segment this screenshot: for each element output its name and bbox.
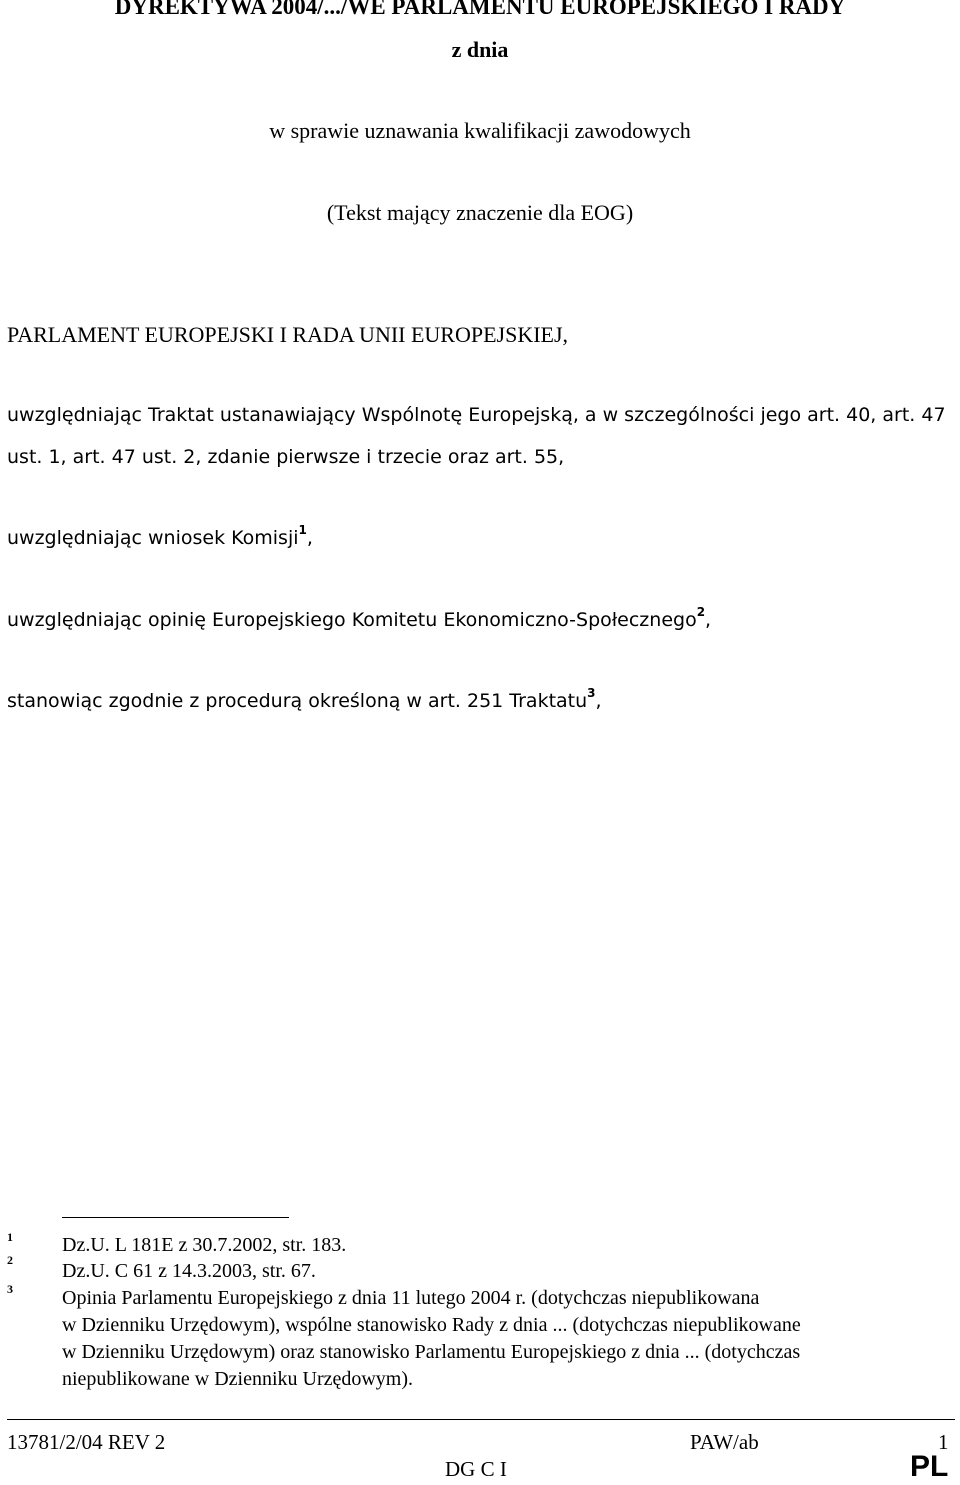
recital-procedure-end: ,	[595, 690, 602, 712]
recital-procedure	[7, 686, 602, 712]
footer-dg: DG C I	[445, 1457, 507, 1481]
footnote-ref-3[interactable]: 3	[587, 686, 596, 700]
document-title: DYREKTYWA 2004/.../WE PARLAMENTU EUROPEJSKIEGO I RADY	[114, 0, 846, 19]
footer-language: PL	[910, 1450, 949, 1483]
recital-commission-text: uwzględniając wniosek Komisji	[7, 527, 299, 549]
footnote-ref-2[interactable]: 2	[696, 605, 706, 619]
footer-initials: PAW/ab	[690, 1430, 759, 1454]
footnote-text-3-line3: w Dzienniku Urzędowym) oraz stanowisko Parlamentu Europejskiego z dnia ... (dotychczas	[62, 1341, 801, 1363]
footnote-text-2: Dz.U. C 61 z 14.3.2003, str. 67.	[62, 1260, 316, 1282]
footnote-number-1: 1	[7, 1230, 13, 1244]
authors-line: PARLAMENT EUROPEJSKI I RADA UNII EUROPEJSKIEJ,	[7, 322, 569, 347]
eea-note: (Tekst mający znaczenie dla EOG)	[326, 200, 634, 225]
recital-esc-text: uwzględniając opinię Europejskiego Komitetu Ekonomiczno-Społecznego	[7, 609, 697, 631]
footnote-text-3-line2: w Dzienniku Urzędowym), wspólne stanowisko Rady z dnia ... (dotychczas niepublikowane	[62, 1314, 801, 1336]
footnote-ref-1[interactable]: 1	[298, 523, 307, 537]
footnote-text-3-line1: Opinia Parlamentu Europejskiego z dnia 11 lutego 2004 r. (dotychczas niepublikowana	[62, 1287, 760, 1309]
footnote-separator	[62, 1217, 289, 1218]
footer-page-number: 1	[938, 1430, 949, 1454]
footnote-text-1: Dz.U. L 181E z 30.7.2002, str. 183.	[62, 1234, 347, 1256]
footer-separator	[7, 1419, 955, 1420]
footnote-text-3-line4: niepublikowane w Dzienniku Urzędowym).	[62, 1368, 414, 1390]
recital-treaty-line1: uwzględniając Traktat ustanawiający Wspólnotę Europejską, a w szczególności jego art. 40, art. 47	[7, 404, 946, 426]
footer-doc-ref: 13781/2/04 REV 2	[7, 1430, 166, 1454]
recital-procedure-text: stanowiąc zgodnie z procedurą określoną w art. 251 Traktatu	[7, 690, 588, 712]
recital-commission-end: ,	[306, 527, 313, 549]
recital-esc	[7, 605, 712, 631]
date-line: z dnia	[451, 37, 509, 62]
recital-esc-end: ,	[705, 609, 712, 631]
subject-line: w sprawie uznawania kwalifikacji zawodowych	[269, 118, 691, 143]
footnote-number-2: 2	[7, 1253, 13, 1267]
recital-treaty-line2: ust. 1, art. 47 ust. 2, zdanie pierwsze i trzecie oraz art. 55,	[7, 446, 565, 468]
footnote-number-3: 3	[7, 1282, 13, 1296]
recital-commission	[7, 523, 313, 549]
